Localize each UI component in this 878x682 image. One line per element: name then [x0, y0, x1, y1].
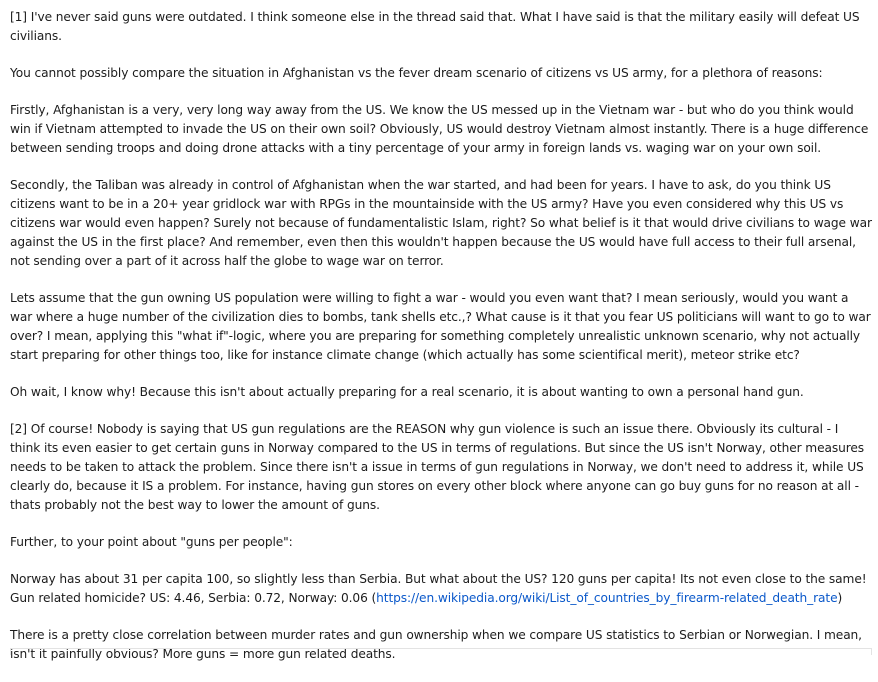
reply-box-edge [10, 648, 872, 655]
wikipedia-link[interactable]: https://en.wikipedia.org/wiki/List_of_countries_by_firearm-related_death_rate [376, 591, 838, 605]
comment-paragraph-closing: There is a pretty close correlation between murder rates and gun ownership when we compare US statistics to Serbian or Norwegian. I mean, isn't it painfully obvious? More guns = more gun related deaths. [10, 628, 862, 661]
comment-paragraph-2: You cannot possibly compare the situation in Afghanistan vs the fever dream scenario of citizens vs US army, for a plethora of reasons: [10, 66, 823, 80]
comment-paragraph-4: Secondly, the Taliban was already in control of Afghanistan when the war started, and had been for years. I have to ask, do you think US citizens want to be in a 20+ year gridlock war with RPGs in the mountainside with the US army? Have you even considered why this US vs citizens war would even happen? Surely not because of fundamentalistic Islam, right? So what belief is it that would drive civilians to wage war against the US in the first place? And remember, even then this wouldn't happen because the US would have full access to their full arsenal, not sending over a part of it across half the globe to wage war on terror. [10, 178, 872, 268]
stats-text: Norway has about 31 per capita 100, so slightly less than Serbia. But what about the US? 120 guns per capita! Its not even close to the same! Gun related homicide? US: 4.46, Serbia: 0.72, Norway: 0.06 ( [10, 572, 867, 605]
stats-text-end: ) [837, 591, 843, 605]
comment-paragraph-8: Further, to your point about "guns per people": [10, 535, 293, 549]
comment-paragraph-7: [2] Of course! Nobody is saying that US gun regulations are the REASON why gun violence is such an issue there. Obviously its cultural - I think its even easier to get certain guns in Norway compared to the US in terms of regulations. But since the US isn't Norway, other measures needs to be taken to attack the problem. Since there isn't a issue in terms of gun regulations in Norway, we don't need to address it, while US clearly do, because it IS a problem. For instance, having gun stores on every other block where anyone can go buy guns for no reason at all - thats probably not the best way to lower the amount of guns. [10, 422, 865, 512]
comment-body [10, 8, 872, 682]
comment-paragraph-5: Lets assume that the gun owning US population were willing to fight a war - would you even want that? I mean seriously, would you want a war where a huge number of the civilization dies to bombs, tank shells etc.,? What cause is it that you fear US politicians will want to go to war over? I mean, applying this "what if"-logic, where you are preparing for something completely unrealistic unknown scenario, why not actually start preparing for other things too, like for instance climate change (which actually has some scientifical merit), meteor strike etc? [10, 291, 871, 362]
comment-paragraph-stats [10, 570, 872, 608]
comment-paragraph-6: Oh wait, I know why! Because this isn't about actually preparing for a real scenario, it is about wanting to own a personal hand gun. [10, 385, 804, 399]
comment-paragraph-3: Firstly, Afghanistan is a very, very long way away from the US. We know the US messed up in the Vietnam war - but who do you think would win if Vietnam attempted to invade the US on their own soil? Obviously, US would destroy Vietnam almost instantly. There is a huge difference between sending troops and doing drone attacks with a tiny percentage of your army in foreign lands vs. waging war on your own soil. [10, 103, 869, 155]
comment-paragraph-1: [1] I've never said guns were outdated. I think someone else in the thread said that. What I have said is that the military easily will defeat US civilians. [10, 10, 860, 43]
